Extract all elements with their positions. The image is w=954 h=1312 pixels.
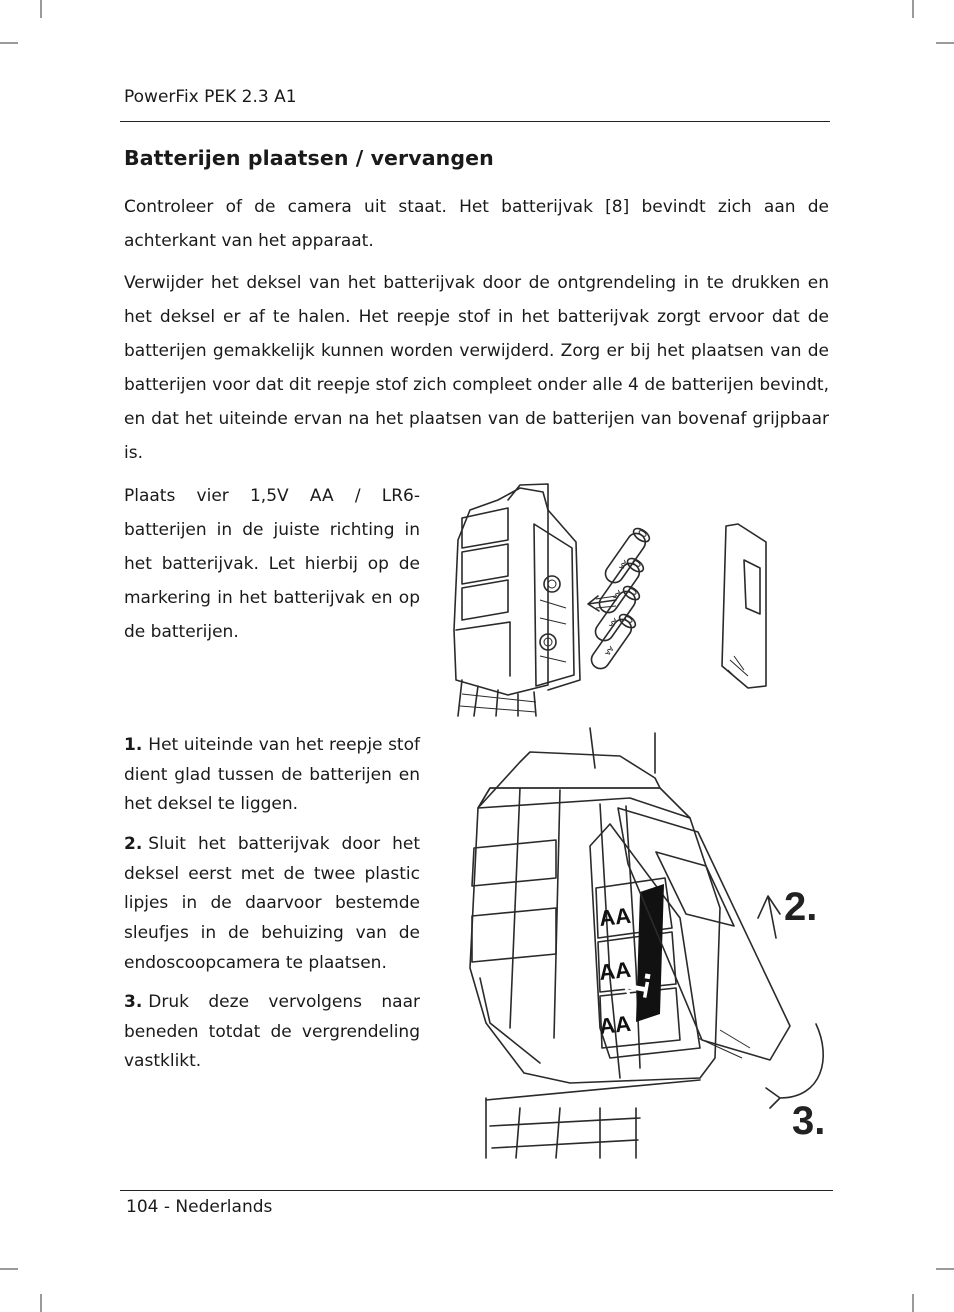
header-rule xyxy=(120,121,830,122)
crop-mark xyxy=(936,1268,954,1270)
crop-mark xyxy=(40,0,42,18)
lid-closing-illustration xyxy=(450,728,835,1158)
battery-insertion-illustration xyxy=(448,480,778,720)
step-1 xyxy=(124,731,420,820)
direction-arrows xyxy=(758,885,825,1143)
step-marker-3: 3. xyxy=(792,1099,826,1143)
battery-label: AA xyxy=(603,644,615,657)
step-3 xyxy=(124,988,420,1077)
step-text: Sluit het batterijvak door het deksel eerst met de twee plastic lipjes in de daarvoor bestemde sleufjes in de behuizing van de endoscoopcamera te plaatsen. xyxy=(124,834,420,973)
crop-mark xyxy=(40,1294,42,1312)
step-2 xyxy=(124,830,420,979)
step-number: 3. xyxy=(124,992,143,1012)
crop-mark xyxy=(936,42,954,44)
crop-mark xyxy=(912,1294,914,1312)
crop-mark xyxy=(0,1268,18,1270)
compartment-label-aa: AA xyxy=(597,956,633,985)
camera-body-drawing xyxy=(454,484,580,716)
battery-label: AA xyxy=(611,588,623,601)
running-header: PowerFix PEK 2.3 A1 xyxy=(124,87,297,107)
section-heading: Batterijen plaatsen / vervangen xyxy=(124,146,494,170)
step-marker-1: 1. xyxy=(616,966,659,1002)
compartment-label-aa: AA xyxy=(597,902,633,931)
step-text: Het uiteinde van het reepje stof dient glad tussen de batterijen en het deksel te liggen. xyxy=(124,735,420,815)
crop-mark xyxy=(0,42,18,44)
battery-label: AA xyxy=(617,558,629,571)
step-number: 2. xyxy=(124,834,143,854)
step-number: 1. xyxy=(124,735,143,755)
paragraph-2: Verwijder het deksel van het batterijvak door de ontgrendeling in te drukken en het deksel er af te halen. Het reepje stof in het batterijvak zorgt ervoor dat de batterijen gemakkelijk kunnen worden verwijderd. Zorg er bij het plaatsen van de batterijen voor dat dit reepje stof zich compleet onder alle 4 de batterijen bevindt, en dat het uiteinde ervan na het plaatsen van de batterijen van bovenaf grijpbaar is. xyxy=(124,273,829,463)
battery-label: AA xyxy=(607,616,619,629)
compartment-label-aa: AA xyxy=(597,1010,633,1039)
battery-lid-drawing xyxy=(722,524,766,688)
crop-mark xyxy=(912,0,914,18)
step-text: Druk deze vervolgens naar beneden totdat de vergrendeling vastklikt. xyxy=(124,992,420,1072)
step-marker-2: 2. xyxy=(784,885,818,929)
paragraph-3: Plaats vier 1,5V AA / LR6-batterijen in de juiste richting in het batterijvak. Let hierbij op de markering in het batterijvak en op de batterijen. xyxy=(124,486,420,642)
page-footer: 104 - Nederlands xyxy=(126,1197,273,1217)
paragraph-1: Controleer of de camera uit staat. Het batterijvak [8] bevindt zich aan de achterkant van het apparaat. xyxy=(124,197,829,251)
footer-rule xyxy=(120,1190,833,1191)
